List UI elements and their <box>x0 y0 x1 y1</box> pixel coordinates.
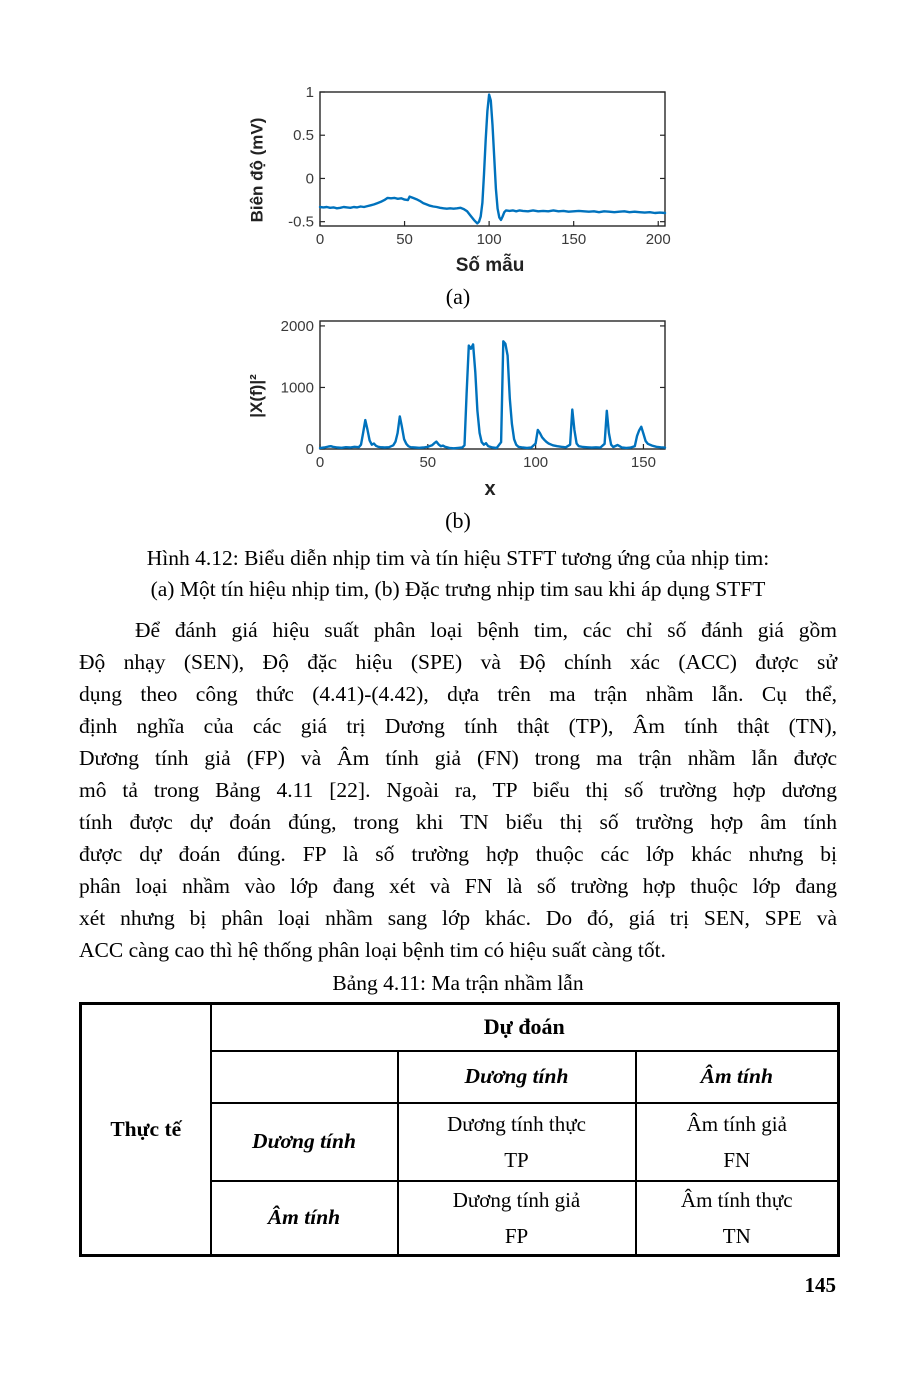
paragraph-line: phân loại nhầm vào lớp đang xét và FN là số trường hợp thuộc lớp đang <box>79 874 837 898</box>
chart-a-block <box>244 86 672 277</box>
figure-hinh-4-12 <box>0 86 916 605</box>
cell-abbrev: TN <box>722 1223 751 1248</box>
chart-a-row <box>244 86 672 254</box>
paragraph-line: dụng theo công thức (4.41)-(4.42), dựa trên ma trận nhầm lẫn. Cụ thể, <box>79 682 837 706</box>
svg-text:0: 0 <box>315 454 325 471</box>
chart-a-y-axis-label: Biên độ (mV) <box>247 117 266 223</box>
predicted-axis-label: Dự đoán <box>211 1004 839 1051</box>
paragraph-line: mô tả trong Bảng 4.11 [22]. Ngoài ra, TP biểu thị số trường hợp dương <box>79 778 837 802</box>
svg-text:1000: 1000 <box>280 379 314 397</box>
svg-text:0: 0 <box>315 231 325 248</box>
col-header-positive: Dương tính <box>398 1051 636 1103</box>
paragraph-line: Độ nhạy (SEN), Độ đặc hiệu (SPE) và Độ chính xác (ACC) được sử <box>79 650 837 674</box>
paragraph-line: xét nhưng bị phân loại nhầm sang lớp khác. Do đó, giá trị SEN, SPE và <box>79 906 837 930</box>
figure-label-a: (a) <box>445 284 471 309</box>
paragraph-line: được dự đoán đúng. FP là số trường hợp thuộc các lớp khác nhưng bị <box>79 842 837 866</box>
figure-label-b: (b) <box>445 508 471 533</box>
table-caption: Bảng 4.11: Ma trận nhầm lẫn <box>332 971 584 995</box>
cell-abbrev: TP <box>504 1147 529 1172</box>
cell-label: Âm tính giả <box>686 1111 787 1136</box>
svg-text:0: 0 <box>305 170 314 188</box>
paragraph-line: Để đánh giá hiệu suất phân loại bệnh tim, các chỉ số đánh giá gồm <box>135 618 837 642</box>
cell-label: Âm tính thực <box>680 1187 793 1212</box>
svg-text:2000: 2000 <box>280 317 314 335</box>
svg-text:0.5: 0.5 <box>293 127 314 145</box>
svg-text:100: 100 <box>476 231 502 248</box>
chart-b-ylabel-wrap <box>244 321 270 471</box>
svg-text:200: 200 <box>645 231 671 248</box>
svg-text:50: 50 <box>396 231 413 248</box>
cell-true-negative <box>636 1181 839 1256</box>
paragraph-line: ACC càng cao thì hệ thống phân loại bệnh tim có hiệu suất càng tốt. <box>79 938 666 962</box>
empty-cell <box>211 1051 398 1103</box>
page-number: 145 <box>804 1273 836 1297</box>
cell-false-negative <box>636 1103 839 1181</box>
svg-text:-0.5: -0.5 <box>288 213 314 231</box>
actual-axis-label: Thực tế <box>81 1004 211 1256</box>
chart-b-y-axis-label: |X(f)|² <box>247 374 266 418</box>
chart-b-block <box>244 315 672 501</box>
row-header-negative: Âm tính <box>211 1181 398 1256</box>
cell-false-positive <box>398 1181 636 1256</box>
cell-label: Dương tính thực <box>447 1111 586 1136</box>
cell-true-positive <box>398 1103 636 1181</box>
figure-caption-line2: (a) Một tín hiệu nhịp tim, (b) Đặc trưng nhịp tim sau khi áp dụng STFT <box>150 577 766 601</box>
figure-caption <box>0 543 916 605</box>
paragraph-line: tính được dự đoán đúng, trong khi TN biểu thị số trường hợp âm tính <box>79 810 837 834</box>
svg-text:0: 0 <box>305 441 314 458</box>
chart-b-x-axis-label: x <box>484 478 496 500</box>
figure-caption-line1: Hình 4.12: Biểu diễn nhịp tim và tín hiệu STFT tương ứng của nhịp tim: <box>146 546 770 570</box>
cell-abbrev: FN <box>723 1147 751 1172</box>
col-header-negative: Âm tính <box>636 1051 839 1103</box>
chart-a-x-axis-label: Số mẫu <box>455 255 525 276</box>
svg-text:150: 150 <box>630 454 656 471</box>
confusion-matrix-table <box>79 1002 840 1257</box>
svg-text:100: 100 <box>523 454 549 471</box>
row-header-positive: Dương tính <box>211 1103 398 1181</box>
svg-text:1: 1 <box>305 86 314 101</box>
table-row <box>81 1004 839 1051</box>
stft-feature-chart <box>270 315 672 477</box>
heartbeat-signal-chart <box>270 86 672 254</box>
cell-label: Dương tính giả <box>452 1187 581 1212</box>
chart-a-ylabel-wrap <box>244 95 270 245</box>
svg-text:50: 50 <box>419 454 437 471</box>
body-paragraph <box>79 614 837 966</box>
paragraph-line: định nghĩa của các giá trị Dương tính thật (TP), Âm tính thật (TN), <box>79 714 837 738</box>
svg-text:150: 150 <box>561 231 587 248</box>
paragraph-line: Dương tính giả (FP) và Âm tính giả (FN) trong ma trận nhầm lẫn được <box>79 746 837 770</box>
cell-abbrev: FP <box>504 1223 529 1248</box>
chart-b-row <box>244 315 672 477</box>
